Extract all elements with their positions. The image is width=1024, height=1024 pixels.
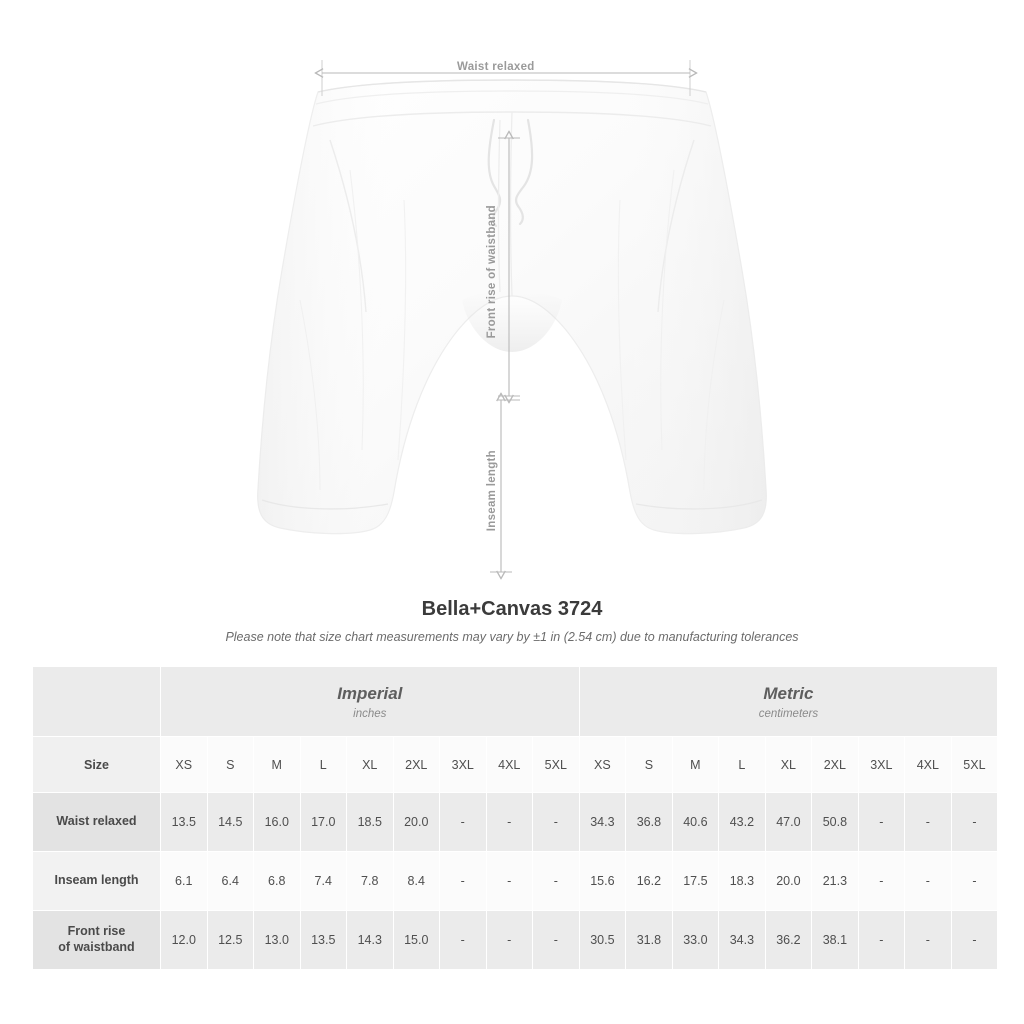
table-row: [33, 793, 998, 852]
cell-inseam-imperial-xl: 7.8: [347, 852, 394, 911]
size-header-metric-xs: XS: [579, 737, 626, 793]
cell-waist-imperial-s: 14.5: [207, 793, 254, 852]
cell-inseam-metric-xs: 15.6: [579, 852, 626, 911]
size-header-metric-m: M: [672, 737, 719, 793]
cell-waist-metric-2xl: 50.8: [812, 793, 859, 852]
cell-inseam-metric-2xl: 21.3: [812, 852, 859, 911]
size-header-imperial-l: L: [300, 737, 347, 793]
unit-name-metric: Metric: [763, 683, 814, 703]
cell-frontrise-imperial-4xl: -: [486, 911, 533, 970]
row-label-front-rise: [33, 911, 161, 970]
size-header-metric-2xl: 2XL: [812, 737, 859, 793]
cell-frontrise-metric-3xl: -: [858, 911, 905, 970]
title-block: [0, 598, 1024, 644]
cell-inseam-metric-4xl: -: [905, 852, 952, 911]
cell-waist-imperial-3xl: -: [440, 793, 487, 852]
cell-frontrise-imperial-xs: 12.0: [161, 911, 208, 970]
size-chart-table: [32, 666, 998, 970]
unit-system-header-row: [33, 667, 998, 737]
cell-frontrise-metric-s: 31.8: [626, 911, 673, 970]
cell-waist-metric-4xl: -: [905, 793, 952, 852]
size-header-imperial-4xl: 4XL: [486, 737, 533, 793]
cell-waist-metric-3xl: -: [858, 793, 905, 852]
size-header-label: Size: [33, 737, 161, 793]
cell-frontrise-imperial-l: 13.5: [300, 911, 347, 970]
row-label-waist-relaxed: Waist relaxed: [33, 793, 161, 852]
unit-name-imperial: Imperial: [337, 683, 403, 703]
cell-frontrise-metric-xl: 36.2: [765, 911, 812, 970]
cell-inseam-imperial-m: 6.8: [254, 852, 301, 911]
unit-header-imperial: [161, 667, 580, 737]
size-chart-table-wrap: [32, 666, 992, 970]
cell-waist-metric-m: 40.6: [672, 793, 719, 852]
cell-waist-imperial-xs: 13.5: [161, 793, 208, 852]
unit-sub-metric: centimeters: [758, 707, 819, 720]
size-header-metric-4xl: 4XL: [905, 737, 952, 793]
cell-waist-imperial-5xl: -: [533, 793, 580, 852]
size-header-row: [33, 737, 998, 793]
cell-frontrise-metric-l: 34.3: [719, 911, 766, 970]
cell-inseam-metric-l: 18.3: [719, 852, 766, 911]
size-header-metric-xl: XL: [765, 737, 812, 793]
size-header-metric-l: L: [719, 737, 766, 793]
dimension-label-inseam: Inseam length: [486, 450, 498, 532]
row-label-front-rise-line1: Front rise: [67, 924, 126, 939]
cell-frontrise-imperial-2xl: 15.0: [393, 911, 440, 970]
cell-waist-metric-l: 43.2: [719, 793, 766, 852]
cell-frontrise-metric-4xl: -: [905, 911, 952, 970]
cell-frontrise-metric-m: 33.0: [672, 911, 719, 970]
cell-waist-imperial-2xl: 20.0: [393, 793, 440, 852]
cell-inseam-imperial-4xl: -: [486, 852, 533, 911]
unit-header-spacer: [33, 667, 161, 737]
unit-header-metric: [579, 667, 998, 737]
page-title: Bella+Canvas 3724: [421, 598, 603, 620]
cell-frontrise-imperial-m: 13.0: [254, 911, 301, 970]
size-header-imperial-xs: XS: [161, 737, 208, 793]
table-row: [33, 852, 998, 911]
cell-frontrise-metric-5xl: -: [951, 911, 998, 970]
cell-inseam-metric-xl: 20.0: [765, 852, 812, 911]
cell-frontrise-imperial-s: 12.5: [207, 911, 254, 970]
cell-frontrise-metric-2xl: 38.1: [812, 911, 859, 970]
table-row: [33, 911, 998, 970]
dimension-label-front-rise: Front rise of waistband: [486, 205, 498, 339]
size-header-metric-3xl: 3XL: [858, 737, 905, 793]
cell-waist-metric-5xl: -: [951, 793, 998, 852]
tolerance-note: Please note that size chart measurements may vary by ±1 in (2.54 cm) due to manufacturing tolerances: [225, 630, 799, 644]
cell-inseam-imperial-l: 7.4: [300, 852, 347, 911]
cell-frontrise-metric-xs: 30.5: [579, 911, 626, 970]
cell-waist-imperial-4xl: -: [486, 793, 533, 852]
cell-inseam-imperial-5xl: -: [533, 852, 580, 911]
cell-waist-imperial-l: 17.0: [300, 793, 347, 852]
size-header-imperial-2xl: 2XL: [393, 737, 440, 793]
cell-inseam-metric-m: 17.5: [672, 852, 719, 911]
size-header-imperial-3xl: 3XL: [440, 737, 487, 793]
cell-frontrise-imperial-xl: 14.3: [347, 911, 394, 970]
cell-frontrise-imperial-3xl: -: [440, 911, 487, 970]
cell-waist-imperial-m: 16.0: [254, 793, 301, 852]
cell-waist-metric-xs: 34.3: [579, 793, 626, 852]
unit-sub-imperial: inches: [353, 707, 387, 720]
cell-waist-metric-xl: 47.0: [765, 793, 812, 852]
size-header-imperial-5xl: 5XL: [533, 737, 580, 793]
row-label-inseam-length: Inseam length: [33, 852, 161, 911]
cell-inseam-imperial-3xl: -: [440, 852, 487, 911]
cell-waist-metric-s: 36.8: [626, 793, 673, 852]
size-header-imperial-m: M: [254, 737, 301, 793]
size-header-metric-5xl: 5XL: [951, 737, 998, 793]
cell-inseam-imperial-s: 6.4: [207, 852, 254, 911]
dimension-label-waist: Waist relaxed: [457, 61, 535, 73]
size-header-imperial-s: S: [207, 737, 254, 793]
cell-inseam-metric-3xl: -: [858, 852, 905, 911]
crotch-shadow: [462, 291, 562, 352]
cell-inseam-imperial-xs: 6.1: [161, 852, 208, 911]
cell-inseam-metric-s: 16.2: [626, 852, 673, 911]
row-label-front-rise-line2: of waistband: [58, 940, 135, 954]
cell-frontrise-imperial-5xl: -: [533, 911, 580, 970]
size-header-metric-s: S: [626, 737, 673, 793]
cell-waist-imperial-xl: 18.5: [347, 793, 394, 852]
cell-inseam-imperial-2xl: 8.4: [393, 852, 440, 911]
cell-inseam-metric-5xl: -: [951, 852, 998, 911]
size-header-imperial-xl: XL: [347, 737, 394, 793]
